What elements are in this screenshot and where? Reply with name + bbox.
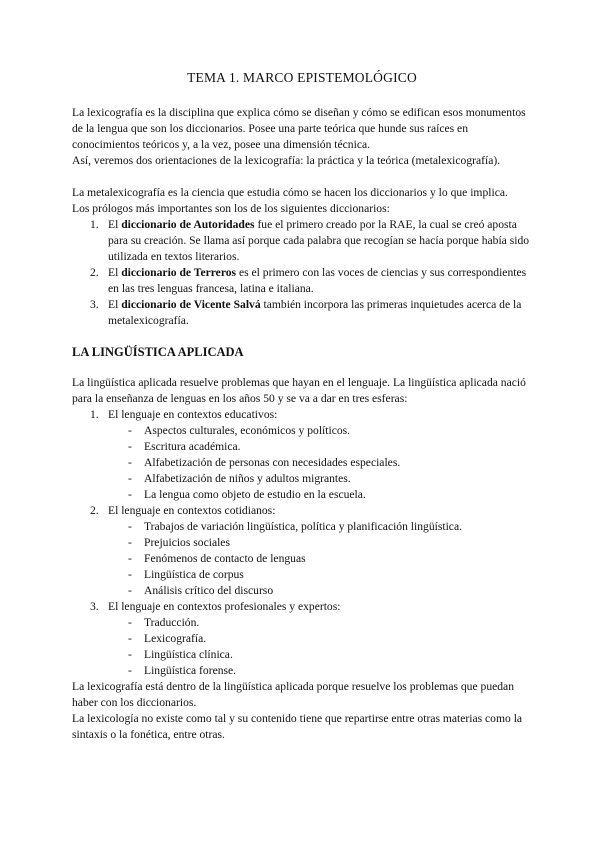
sublist-text: Fenómenos de contacto de lenguas [144,552,306,565]
sphere-sublist [72,519,532,599]
item-text-post: fue el primero creado por la RAE, la cual se creó aposta para su creación. Se llama así porque cada palabra que recogían se hacía porque había sido utilizada en textos literarios. [108,218,530,263]
dash-bullet: - [128,664,132,677]
sublist-item [72,423,532,439]
sublist-item [72,647,532,663]
list-number: 2. [90,504,99,517]
dash-bullet: - [128,440,132,453]
intro-paragraph-2: Así, veremos dos orientaciones de la lexicografía: la práctica y la teórica (metalexicografía). [72,154,501,167]
item-text-bold: diccionario de Terreros [121,266,237,279]
sublist-item [72,519,532,535]
sublist-item [72,567,532,583]
sublist-item [72,487,532,503]
sublist-text: Trabajos de variación lingüística, política y planificación lingüística. [144,520,462,533]
dash-bullet: - [128,616,132,629]
sublist-text: Traducción. [144,616,200,629]
item-text-pre: El [108,218,122,231]
sphere-label: El lenguaje en contextos cotidianos: [108,504,276,517]
list-number: 1. [90,408,99,421]
dash-bullet: - [128,568,132,581]
sublist-text: Alfabetización de niños y adultos migrantes. [144,472,351,485]
list-number: 1. [90,218,99,231]
sublist-item [72,551,532,567]
sphere-item [72,599,532,615]
sublist-item [72,471,532,487]
spacer [72,169,532,185]
sublist-text: Escritura académica. [144,440,241,453]
dictionary-list-item [72,265,532,297]
intro-paragraph-1: La lexicografía es la disciplina que explica cómo se diseñan y cómo se edifican esos monumentos de la lengua que son los diccionarios. Posee una parte teórica que hunde sus raíces en conocimientos teóricos y, a la vez, posee una dimensión técnica. [72,106,526,151]
sublist-text: Prejuicios sociales [144,536,230,549]
dash-bullet: - [128,536,132,549]
item-text-pre: El [108,298,122,311]
dictionary-list-item [72,217,532,265]
item-text-pre: El [108,266,122,279]
dash-bullet: - [128,648,132,661]
sphere-label: El lenguaje en contextos educativos: [108,408,278,421]
sublist-text: Análisis crítico del discurso [144,584,274,597]
spheres-list [72,503,532,519]
dash-bullet: - [128,632,132,645]
closing-paragraph-1: La lexicografía está dentro de la lingüística aplicada porque resuelve los problemas que puedan haber con los diccionarios. [72,680,515,709]
sublist-text: Lexicografía. [144,632,207,645]
metalex-paragraph-2: Los prólogos más importantes son los de los siguientes diccionarios: [72,202,390,215]
dash-bullet: - [128,456,132,469]
sublist-item [72,439,532,455]
sphere-item [72,407,532,423]
sphere-sublist [72,615,532,679]
dash-bullet: - [128,520,132,533]
item-text-post: también incorpora las primeras inquietudes acerca de la metalexicografía. [108,298,522,327]
dash-bullet: - [128,424,132,437]
closing-paragraph-2: La lexicología no existe como tal y su contenido tiene que repartirse entre otras materias como la sintaxis o la fonética, entre otras. [72,712,523,741]
dictionary-list-item [72,297,532,329]
item-text-bold: diccionario de Autoridades [121,218,255,231]
sphere-label: El lenguaje en contextos profesionales y expertos: [108,600,341,613]
sublist-item [72,455,532,471]
sublist-item [72,535,532,551]
list-number: 2. [90,266,99,279]
sublist-text: Alfabetización de personas con necesidades especiales. [144,456,401,469]
sphere-sublist [72,423,532,503]
dash-bullet: - [128,488,132,501]
section-intro: La lingüística aplicada resuelve problemas que hayan en el lenguaje. La lingüística aplicada nació para la enseñanza de lenguas en los años 50 y se va a dar en tres esferas: [72,376,526,405]
list-number: 3. [90,600,99,613]
sublist-text: Aspectos culturales, económicos y políticos. [144,424,351,437]
item-text-post: es el primero con las voces de ciencias y sus correspondientes en las tres lenguas francesa, latina e italiana. [108,266,527,295]
item-text-bold: diccionario de Vicente Salvá [121,298,261,311]
sublist-item [72,615,532,631]
sublist-item [72,631,532,647]
section-heading: LA LINGÜÍSTICA APLICADA [72,345,244,359]
document-page [72,70,532,743]
document-title: TEMA 1. MARCO EPISTEMOLÓGICO [187,70,417,85]
list-number: 3. [90,298,99,311]
sublist-text: Lingüística forense. [144,664,237,677]
dash-bullet: - [128,472,132,485]
metalex-paragraph-1: La metalexicografía es la ciencia que estudia cómo se hacen los diccionarios y lo que implica. [72,186,508,199]
sublist-text: Lingüística de corpus [144,568,244,581]
sublist-item [72,663,532,679]
sphere-item [72,503,532,519]
sublist-item [72,583,532,599]
spheres-list [72,599,532,615]
spheres-list [72,407,532,423]
dash-bullet: - [128,584,132,597]
sublist-text: Lingüística clínica. [144,648,233,661]
dictionary-list [72,217,532,329]
dash-bullet: - [128,552,132,565]
sublist-text: La lengua como objeto de estudio en la escuela. [144,488,366,501]
